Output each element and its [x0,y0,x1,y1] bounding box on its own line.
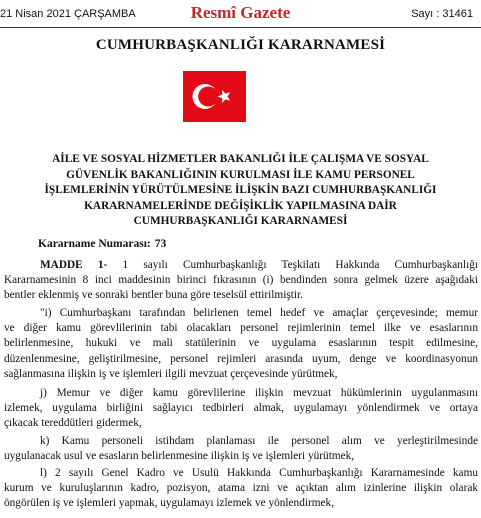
header-divider [0,27,481,28]
clause-text: sağlanmasına ilişkin iş ve işlemleri ilgili mevzuat çerçevesinde yürütmek, [4,367,338,380]
article-text: 1 sayılı Cumhurbaşkanlığı Teşkilatı Hakkında Cumhurbaşkanlığı [122,259,478,271]
turkish-flag-icon [183,71,246,122]
clause-text: öngörülen iş ve işlemleri yapmak, uygulamayı izlemek ve yönlendirmek, [4,497,335,510]
gazette-title: Resmî Gazete [190,3,291,22]
clause-text: ve diğer kamu görevlilerinin tabi olacakları personel rejimlerinin temel ilke ve esaslarının [4,322,478,335]
clause-text: j) Memur ve diğer kamu görevlilerine ilişkin mevzuat hükümlerinin uygulanmasını [40,387,478,399]
clause-text: düzenlenmesine, geliştirilmesine, personel rejimleri arasında uyum, denge ve koordinasyonun [4,352,478,365]
title-line: AİLE VE SOSYAL HİZMETLER BAKANLIĞI İLE ÇALIŞMA VE SOSYAL [52,153,429,165]
clause-text: uygulanacak usul ve esasların belirlenmesine ilişkin iş ve işlemleri yürütmek, [4,450,355,463]
clause-k [4,434,478,464]
clause-l [4,466,478,512]
title-line: KARARNAMELERİNDE DEĞİŞİKLİK YAPILMASINA DAİR [84,199,397,212]
clause-text: çıkacak tereddütleri gidermek, [4,417,142,430]
clause-i [4,306,478,382]
article-1 [4,258,478,304]
clause-text: izlemek, uygulama birliğini sağlayıcı tedbirleri almak, uygulamayı yönlendirmek ve ortaya [4,402,478,415]
clause-text: kurum ve kuruluşlarının kadro, pozisyon, atama izni ve açıktan alım izinlerine ilişkin olarak [4,482,478,495]
clause-text: k) Kamu personeli istihdam planlaması ile personel alım ve yerleştirilmesinde [40,435,478,447]
article-label: MADDE 1- [40,259,108,271]
title-line: İŞLEMLERİNİN YÜRÜTÜLMESİNE İLİŞKİN BAZI CUMHURBAŞKANLIĞI [44,184,437,197]
decree-number [38,238,166,250]
decree-title [40,152,441,230]
article-text: Kararnamesinin 8 inci maddesinin birinci fıkrasının (i) bendinden sonra gelmek üzere aşağıdaki [4,274,478,287]
gazette-header [0,0,481,28]
issue-number: Sayı : 31461 [411,8,473,20]
clause-text: belirlenmesine, hukuki ve mali statülerinin ve uygulama esaslarının tespit edilmesine, [4,337,478,350]
decree-number-label: Kararname Numarası: [38,238,151,250]
title-line: CUMHURBAŞKANLIĞI KARARNAMESİ [133,215,348,228]
clause-j [4,386,478,432]
publication-date: 21 Nisan 2021 ÇARŞAMBA [0,8,136,20]
clause-text: l) 2 sayılı Genel Kadro ve Usulü Hakkında Cumhurbaşkanlığı Kararnamesinde kamu [40,467,478,479]
decree-number-value: 73 [154,238,167,250]
clause-text: "i) Cumhurbaşkanı tarafından belirlenen temel hedef ve amaçlar çerçevesinde; memur [40,307,478,319]
title-line: GÜVENLİK BAKANLIĞININ KURULMASI İLE KAMU PERSONEL [66,168,415,181]
decree-type-heading: CUMHURBAŞKANLIĞI KARARNAMESİ [95,37,386,53]
article-text: bentler eklenmiş ve sonraki bentler buna göre teselsül ettirilmiştir. [4,289,303,302]
